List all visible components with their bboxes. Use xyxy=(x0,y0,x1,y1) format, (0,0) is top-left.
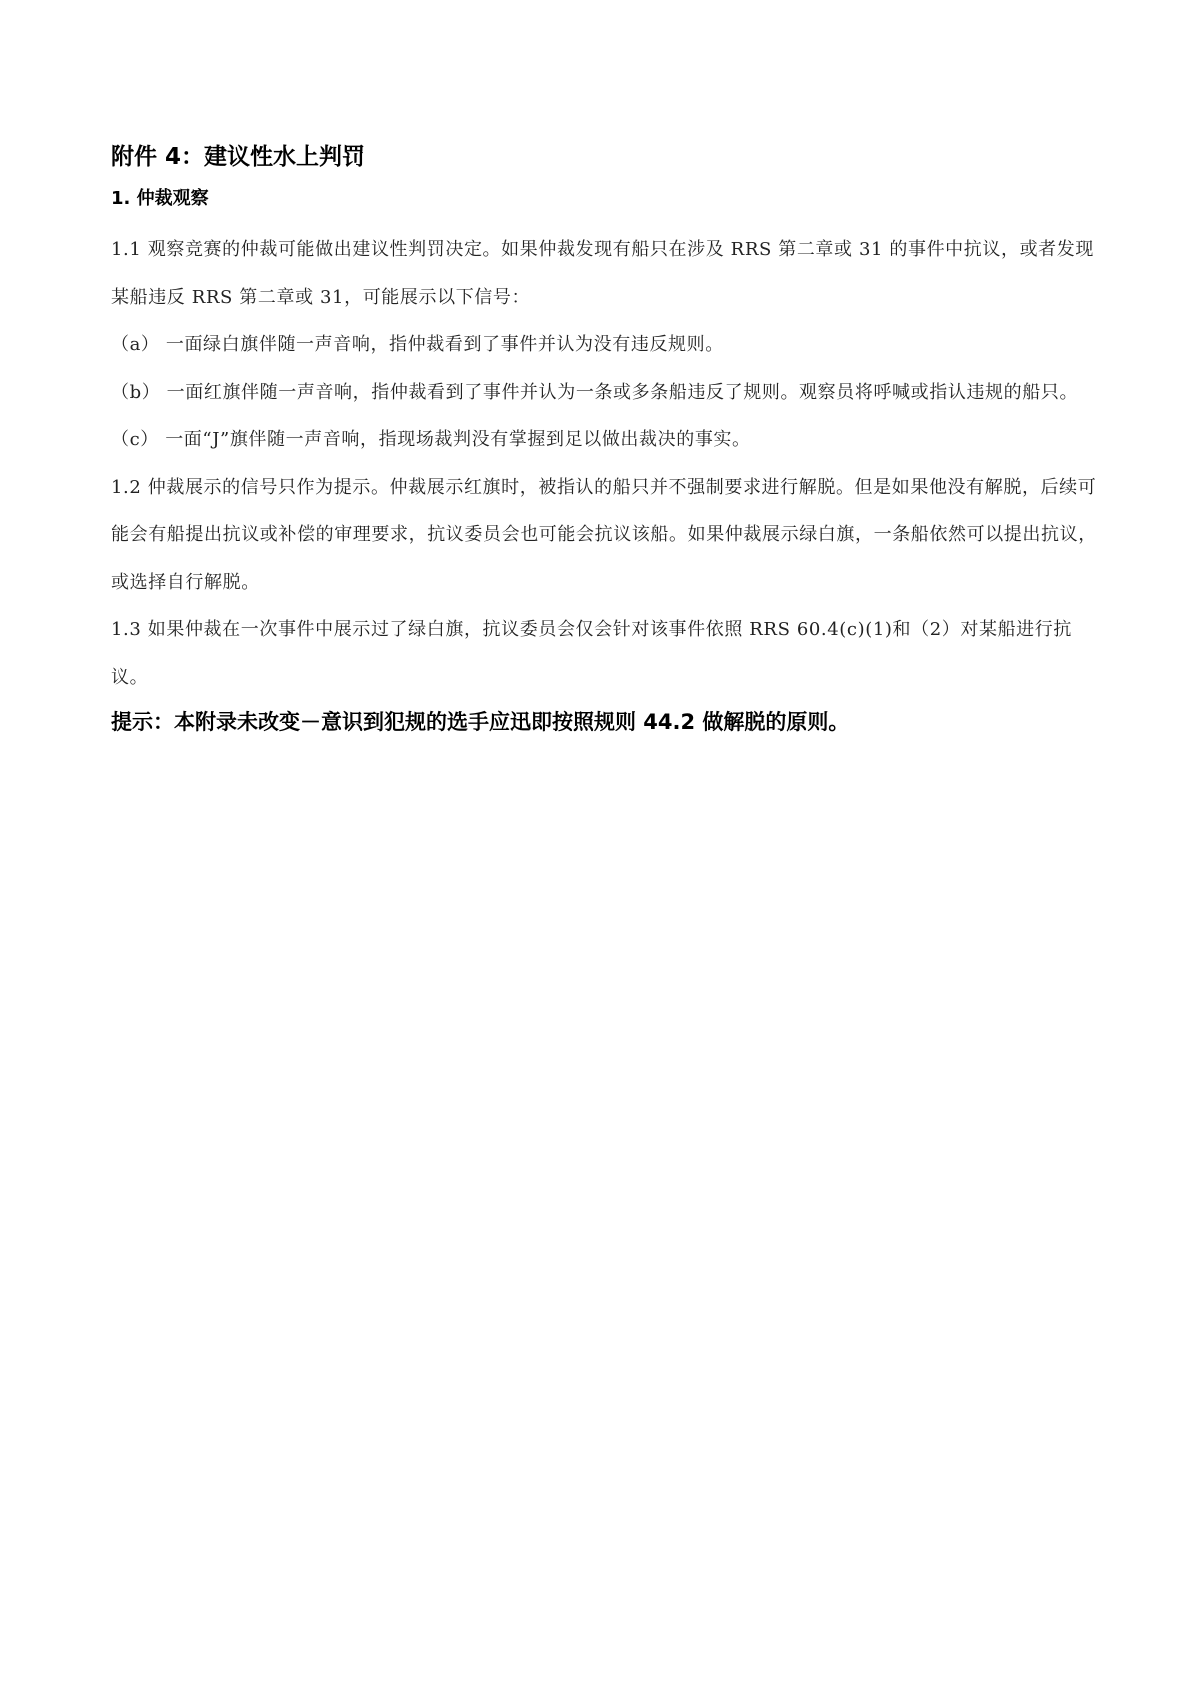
paragraph-1-2: 1.2 仲裁展示的信号只作为提示。仲裁展示红旗时，被指认的船只并不强制要求进行解脱。但是如果他没有解脱，后续可能会有船提出抗议或补偿的审理要求，抗议委员会也可能会抗议该船。如果仲裁展示绿白旗，一条船依然可以提出抗议，或选择自行解脱。 xyxy=(111,476,1097,593)
document-page xyxy=(111,140,1101,741)
paragraph-1-3: 1.3 如果仲裁在一次事件中展示过了绿白旗，抗议委员会仅会针对该事件依照 RRS 60.4(c)(1)和（2）对某船进行抗议。 xyxy=(111,619,1072,688)
paragraph-1-1: 1.1 观察竞赛的仲裁可能做出建议性判罚决定。如果仲裁发现有船只在涉及 RRS 第二章或 31 的事件中抗议，或者发现某船违反 RRS 第二章或 31，可能展示以下信号： xyxy=(111,239,1094,308)
document-title: 附件 4：建议性水上判罚 xyxy=(111,144,366,170)
paragraph-item-c: （c） 一面“J”旗伴随一声音响，指现场裁判没有掌握到足以做出裁决的事实。 xyxy=(111,429,751,450)
section-heading: 1. 仲裁观察 xyxy=(111,188,209,209)
note-text: 提示：本附录未改变－意识到犯规的选手应迅即按照规则 44.2 做解脱的原则。 xyxy=(111,710,850,734)
paragraph-item-a: （a） 一面绿白旗伴随一声音响，指仲裁看到了事件并认为没有违反规则。 xyxy=(111,334,724,355)
paragraph-item-b: （b） 一面红旗伴随一声音响，指仲裁看到了事件并认为一条或多条船违反了规则。观察员将呼喊或指认违规的船只。 xyxy=(111,381,1079,403)
